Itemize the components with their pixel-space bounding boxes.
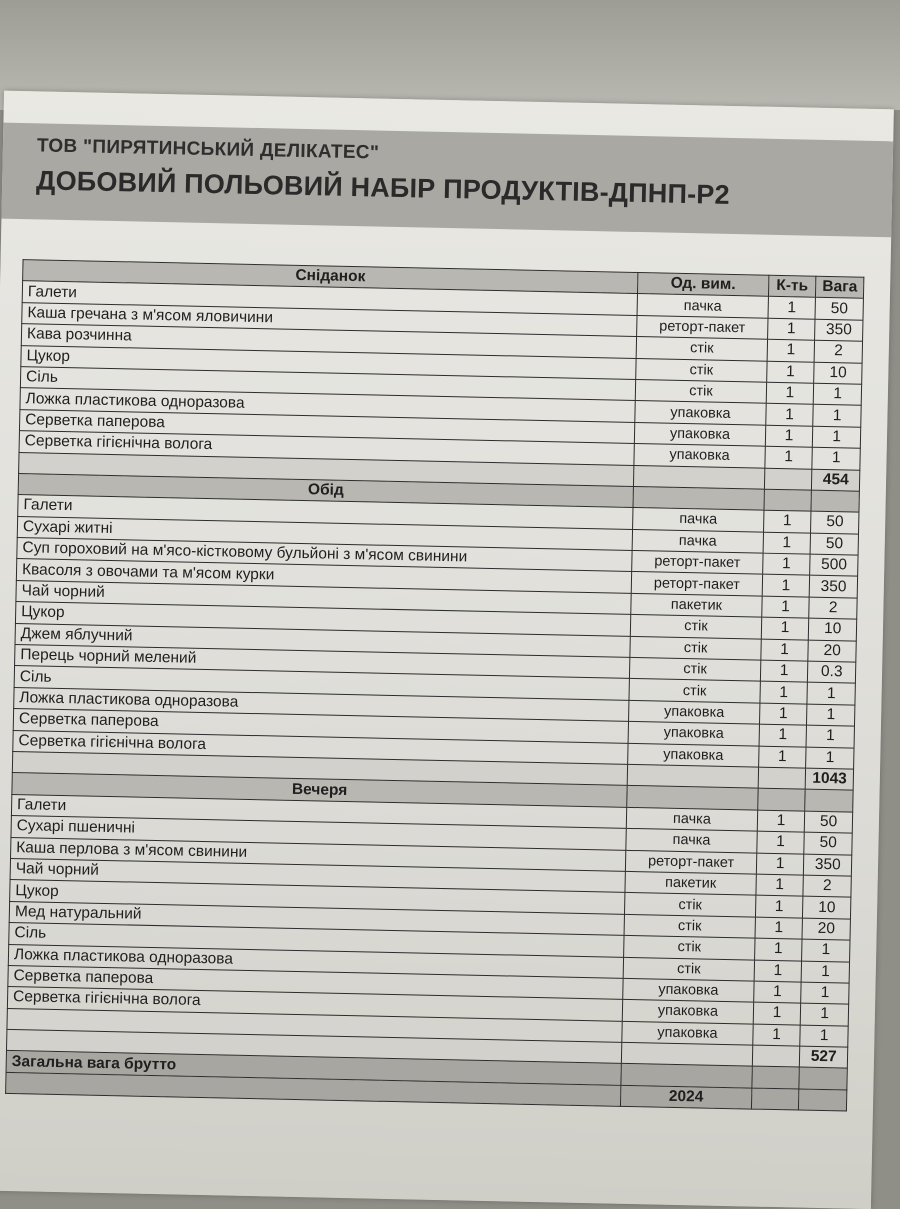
item-unit: стік bbox=[624, 935, 755, 959]
item-weight: 2 bbox=[803, 875, 851, 897]
item-qty: 1 bbox=[756, 853, 804, 875]
item-name: Галети bbox=[18, 495, 634, 529]
item-qty: 1 bbox=[761, 596, 809, 618]
item-qty: 1 bbox=[766, 361, 814, 383]
item-weight: 2 bbox=[814, 340, 862, 362]
item-qty: 1 bbox=[755, 895, 803, 917]
ration-table-body bbox=[6, 260, 864, 1112]
item-qty: 1 bbox=[753, 1002, 801, 1024]
item-weight: 1 bbox=[806, 747, 854, 769]
item-weight: 1 bbox=[801, 1003, 849, 1025]
company-name: ТОВ "ПИРЯТИНСЬКИЙ ДЕЛІКАТЕС" bbox=[36, 135, 380, 164]
item-name: Чай чорний bbox=[10, 858, 626, 892]
gross-empty-cell bbox=[799, 1089, 847, 1111]
subtotal-empty-cell bbox=[758, 767, 806, 789]
item-unit: стік bbox=[636, 358, 767, 382]
item-weight: 1 bbox=[807, 683, 855, 705]
item-unit: реторт-пакет bbox=[637, 315, 768, 339]
item-unit: реторт-пакет bbox=[631, 572, 762, 596]
header-weight: Вага bbox=[816, 276, 864, 298]
item-name: Мед натуральний bbox=[9, 901, 625, 935]
item-name: Чай чорний bbox=[16, 580, 632, 614]
subtotal-weight: 1043 bbox=[805, 768, 853, 790]
item-name: Суп гороховий на м'ясо-кістковому бульйоні з м'ясом свинини bbox=[17, 538, 633, 572]
item-qty: 1 bbox=[760, 682, 808, 704]
gross-weight-value: 2024 bbox=[621, 1085, 752, 1109]
item-unit: стік bbox=[636, 337, 767, 361]
item-unit: пакетик bbox=[625, 871, 756, 895]
item-weight: 2 bbox=[809, 597, 857, 619]
item-name: Серветка гігієнічна волога bbox=[7, 987, 623, 1021]
item-qty: 1 bbox=[759, 703, 807, 725]
item-weight: 350 bbox=[810, 576, 858, 598]
item-qty: 1 bbox=[766, 382, 814, 404]
subtotal-empty-cell bbox=[627, 764, 758, 788]
item-name: Серветка гігієнічна волога bbox=[13, 730, 629, 764]
item-name: Джем яблучний bbox=[15, 623, 631, 657]
document-sheet bbox=[0, 91, 894, 1209]
item-unit: упаковка bbox=[628, 743, 759, 767]
item-unit: упаковка bbox=[629, 700, 760, 724]
item-unit: пачка bbox=[637, 294, 768, 318]
item-unit: реторт-пакет bbox=[626, 850, 757, 874]
header-empty-cell bbox=[627, 786, 758, 810]
gross-weight-label: Загальна вага брутто bbox=[6, 1051, 622, 1085]
item-weight: 350 bbox=[804, 854, 852, 876]
section-title: Обід bbox=[18, 473, 634, 507]
item-unit: упаковка bbox=[622, 1021, 753, 1045]
item-qty: 1 bbox=[758, 746, 806, 768]
item-name: Ложка пластикова одноразова bbox=[8, 944, 624, 978]
item-weight: 50 bbox=[805, 811, 853, 833]
item-name: Каша перлова з м'ясом свинини bbox=[11, 837, 627, 871]
item-unit: пачка bbox=[626, 807, 757, 831]
header-qty: К-ть bbox=[768, 275, 816, 297]
item-name: Серветка паперова bbox=[13, 709, 629, 743]
item-name: Цукор bbox=[21, 345, 637, 379]
item-weight: 0.3 bbox=[808, 661, 856, 683]
item-weight: 1 bbox=[806, 725, 854, 747]
item-weight: 1 bbox=[801, 961, 849, 983]
item-unit: стік bbox=[631, 615, 762, 639]
item-qty: 1 bbox=[754, 960, 802, 982]
item-unit: упаковка bbox=[635, 422, 766, 446]
item-weight: 10 bbox=[803, 896, 851, 918]
item-name: Серветка паперова bbox=[8, 965, 624, 999]
document-title: ДОБОВИЙ ПОЛЬОВИЙ НАБІР ПРОДУКТІВ-ДПНП-Р2 bbox=[35, 165, 731, 210]
item-qty: 1 bbox=[759, 724, 807, 746]
header-empty-cell bbox=[757, 788, 805, 810]
item-unit: стік bbox=[629, 679, 760, 703]
item-name: Квасоля з овочами та м'ясом курки bbox=[16, 559, 632, 593]
item-unit: упаковка bbox=[623, 978, 754, 1002]
item-weight: 10 bbox=[809, 618, 857, 640]
item-name: Ложка пластикова одноразова bbox=[14, 687, 630, 721]
header-empty-cell bbox=[805, 789, 853, 811]
section-title: Сніданок bbox=[23, 260, 639, 294]
item-weight: 50 bbox=[811, 511, 859, 533]
item-weight: 350 bbox=[815, 319, 863, 341]
item-qty: 1 bbox=[752, 1024, 800, 1046]
item-qty: 1 bbox=[761, 639, 809, 661]
item-name: Цукор bbox=[15, 602, 631, 636]
item-weight: 50 bbox=[810, 533, 858, 555]
subtotal-empty-cell bbox=[764, 468, 812, 490]
item-qty: 1 bbox=[765, 425, 813, 447]
gross-empty-cell bbox=[752, 1067, 800, 1089]
item-weight: 1 bbox=[812, 447, 860, 469]
item-name: Сіль bbox=[14, 666, 630, 700]
item-qty: 1 bbox=[765, 446, 813, 468]
item-unit: стік bbox=[624, 914, 755, 938]
item-qty: 1 bbox=[763, 532, 811, 554]
subtotal-empty-cell bbox=[752, 1045, 800, 1067]
item-name: Перець чорний мелений bbox=[15, 645, 631, 679]
item-name: Сіль bbox=[20, 367, 636, 401]
item-name: Серветка гігієнічна волога bbox=[19, 431, 635, 465]
item-weight: 1 bbox=[800, 1025, 848, 1047]
ration-table bbox=[5, 259, 864, 1112]
gross-empty-cell bbox=[799, 1068, 847, 1090]
item-qty: 1 bbox=[762, 553, 810, 575]
item-qty: 1 bbox=[767, 339, 815, 361]
item-unit: стік bbox=[630, 657, 761, 681]
item-unit: упаковка bbox=[634, 444, 765, 468]
item-qty: 1 bbox=[757, 831, 805, 853]
gross-empty-cell bbox=[751, 1088, 799, 1110]
subtotal-weight: 454 bbox=[812, 469, 860, 491]
header-unit: Од. вим. bbox=[638, 272, 769, 296]
item-unit: реторт-пакет bbox=[632, 551, 763, 575]
item-name: Сухарі пшеничні bbox=[11, 816, 627, 850]
item-name: Ложка пластикова одноразова bbox=[20, 388, 636, 422]
item-weight: 50 bbox=[815, 298, 863, 320]
item-name: Галети bbox=[22, 281, 638, 315]
subtotal-empty-cell bbox=[634, 465, 765, 489]
item-qty: 1 bbox=[756, 874, 804, 896]
item-name: Кава розчинна bbox=[21, 324, 637, 358]
item-weight: 20 bbox=[808, 640, 856, 662]
subtotal-weight: 527 bbox=[800, 1046, 848, 1068]
item-qty: 1 bbox=[753, 981, 801, 1003]
item-qty: 1 bbox=[763, 510, 811, 532]
item-qty: 1 bbox=[755, 917, 803, 939]
item-name: Галети bbox=[11, 794, 627, 828]
item-unit: пачка bbox=[633, 508, 764, 532]
item-weight: 10 bbox=[814, 362, 862, 384]
item-qty: 1 bbox=[761, 617, 809, 639]
item-unit: упаковка bbox=[635, 401, 766, 425]
item-qty: 1 bbox=[767, 318, 815, 340]
item-name: Серветка паперова bbox=[19, 409, 635, 443]
gross-empty-cell bbox=[621, 1064, 752, 1088]
item-weight: 1 bbox=[813, 426, 861, 448]
item-weight: 1 bbox=[801, 982, 849, 1004]
item-qty: 1 bbox=[768, 297, 816, 319]
item-unit: стік bbox=[623, 957, 754, 981]
item-unit: упаковка bbox=[622, 1000, 753, 1024]
subtotal-empty-cell bbox=[622, 1042, 753, 1066]
item-weight: 1 bbox=[813, 405, 861, 427]
item-weight: 50 bbox=[804, 832, 852, 854]
header-empty-cell bbox=[811, 490, 859, 512]
item-qty: 1 bbox=[760, 660, 808, 682]
item-unit: стік bbox=[625, 893, 756, 917]
item-unit: пачка bbox=[626, 829, 757, 853]
item-unit: упаковка bbox=[628, 722, 759, 746]
item-qty: 1 bbox=[754, 938, 802, 960]
item-name: Сухарі житні bbox=[17, 516, 633, 550]
header-empty-cell bbox=[633, 486, 764, 510]
item-unit: пачка bbox=[632, 529, 763, 553]
item-unit: пакетик bbox=[631, 593, 762, 617]
header-empty-cell bbox=[764, 489, 812, 511]
item-name: Сіль bbox=[9, 923, 625, 957]
item-qty: 1 bbox=[765, 404, 813, 426]
item-unit: стік bbox=[635, 379, 766, 403]
item-weight: 500 bbox=[810, 554, 858, 576]
item-qty: 1 bbox=[757, 810, 805, 832]
item-weight: 1 bbox=[814, 383, 862, 405]
item-weight: 20 bbox=[802, 918, 850, 940]
item-weight: 1 bbox=[807, 704, 855, 726]
item-name: Каша гречана з м'ясом яловичини bbox=[22, 302, 638, 336]
item-name: Цукор bbox=[10, 880, 626, 914]
item-qty: 1 bbox=[762, 575, 810, 597]
item-weight: 1 bbox=[802, 939, 850, 961]
section-title: Вечеря bbox=[12, 773, 628, 807]
item-unit: стік bbox=[630, 636, 761, 660]
